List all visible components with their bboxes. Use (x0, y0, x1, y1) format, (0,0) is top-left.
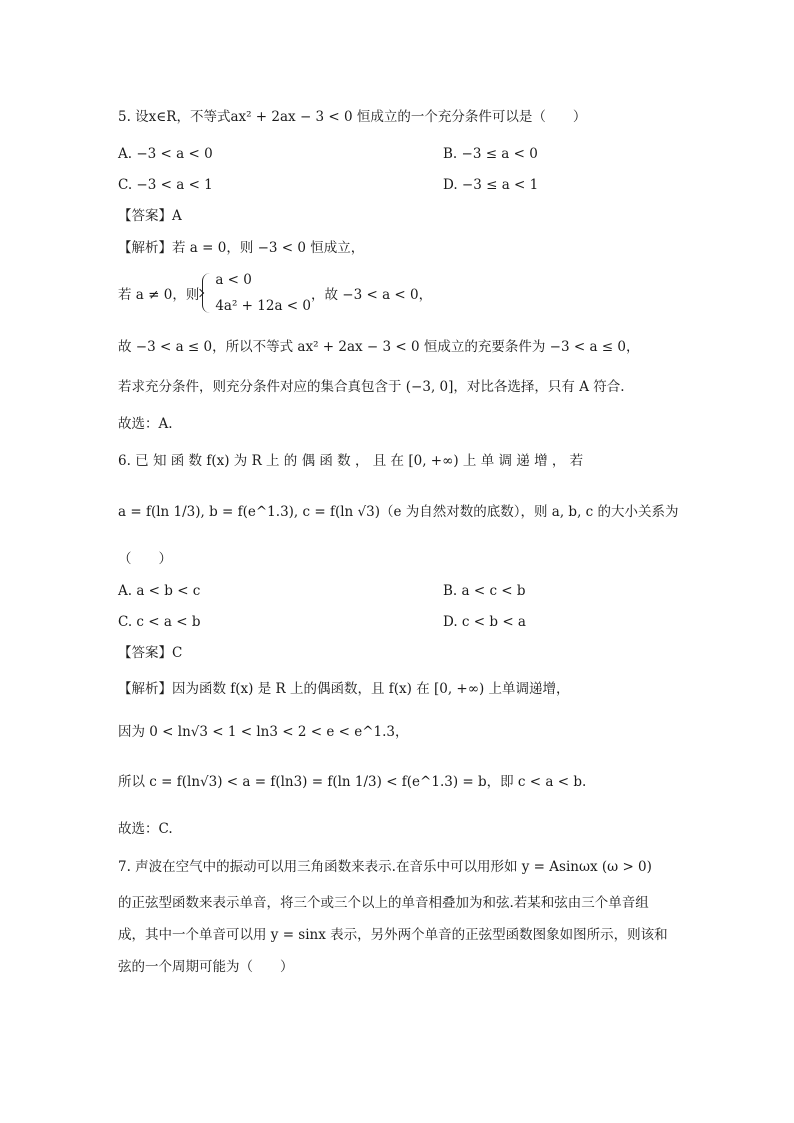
q5-option-c: C. −3 < a < 1 (118, 177, 213, 193)
q5-choice: 故选：A. (118, 416, 173, 432)
q6-analysis-1: 【解析】因为函数 f(x) 是 R 上的偶函数，且 f(x) 在 [0, +∞) 上单调递增， (118, 681, 570, 697)
q5-analysis-1: 【解析】若 a = 0，则 −3 < 0 恒成立， (118, 240, 365, 256)
q5-analysis-2 (118, 270, 432, 316)
q5-option-a: A. −3 < a < 0 (118, 146, 213, 162)
q5-analysis-4: 若求充分条件，则充分条件对应的集合真包含于 (−3, 0]，对比各选择，只有 A 符合. (118, 379, 625, 395)
q7-stem-2: 的正弦型函数来表示单音，将三个或三个以上的单音相叠加为和弦.若某和弦由三个单音组 (118, 895, 649, 911)
q5-option-d: D. −3 ≤ a < 1 (443, 177, 539, 193)
system-brace (202, 273, 211, 313)
q6-answer: 【答案】C (118, 645, 183, 661)
q6-option-a: A. a < b < c (118, 583, 201, 599)
q5-option-b: B. −3 ≤ a < 0 (443, 146, 538, 162)
q6-option-b: B. a < c < b (443, 583, 526, 599)
q5-stem: 5. 设x∈R，不等式ax² + 2ax − 3 < 0 恒成立的一个充分条件可以是（ ） (118, 109, 587, 125)
q5-answer: 【答案】A (118, 208, 182, 224)
q6-stem-1: 6. 已 知 函 数 f(x) 为 R 上 的 偶 函 数 ， 且 在 [0, +∞) 上 单 调 递 增 ， 若 (118, 453, 584, 469)
q5-analysis-2-pre: 若 a ≠ 0，则 (118, 287, 200, 303)
system-line-2: 4a² + 12a < 0 (215, 298, 311, 314)
q7-stem-3: 成，其中一个单音可以用 y = sinx 表示，另外两个单音的正弦型函数图象如图所示，则该和 (118, 927, 668, 943)
q6-stem-3: （ ） (118, 551, 172, 567)
q7-stem-1: 7. 声波在空气中的振动可以用三角函数来表示.在音乐中可以用形如 y = Asinωx (ω > 0) (118, 859, 652, 875)
inequality-system (215, 271, 311, 315)
q7-stem-4: 弦的一个周期可能为（ ） (118, 959, 294, 975)
system-line-1: a < 0 (215, 272, 252, 288)
q5-analysis-2-post: ，故 −3 < a < 0， (310, 287, 433, 303)
q6-option-c: C. c < a < b (118, 614, 201, 630)
q6-analysis-3: 所以 c = f(ln√3) < a = f(ln3) = f(ln 1/3) < f(e^1.3) = b，即 c < a < b. (118, 774, 587, 790)
q6-analysis-2: 因为 0 < ln√3 < 1 < ln3 < 2 < e < e^1.3， (118, 724, 409, 740)
q5-analysis-3: 故 −3 < a ≤ 0，所以不等式 ax² + 2ax − 3 < 0 恒成立的充要条件为 −3 < a ≤ 0， (118, 339, 640, 355)
q6-choice: 故选：C. (118, 821, 173, 837)
q6-option-d: D. c < b < a (443, 614, 526, 630)
q6-stem-2: a = f(ln 1/3), b = f(e^1.3), c = f(ln √3)（e 为自然对数的底数），则 a, b, c 的大小关系为 (118, 504, 679, 520)
